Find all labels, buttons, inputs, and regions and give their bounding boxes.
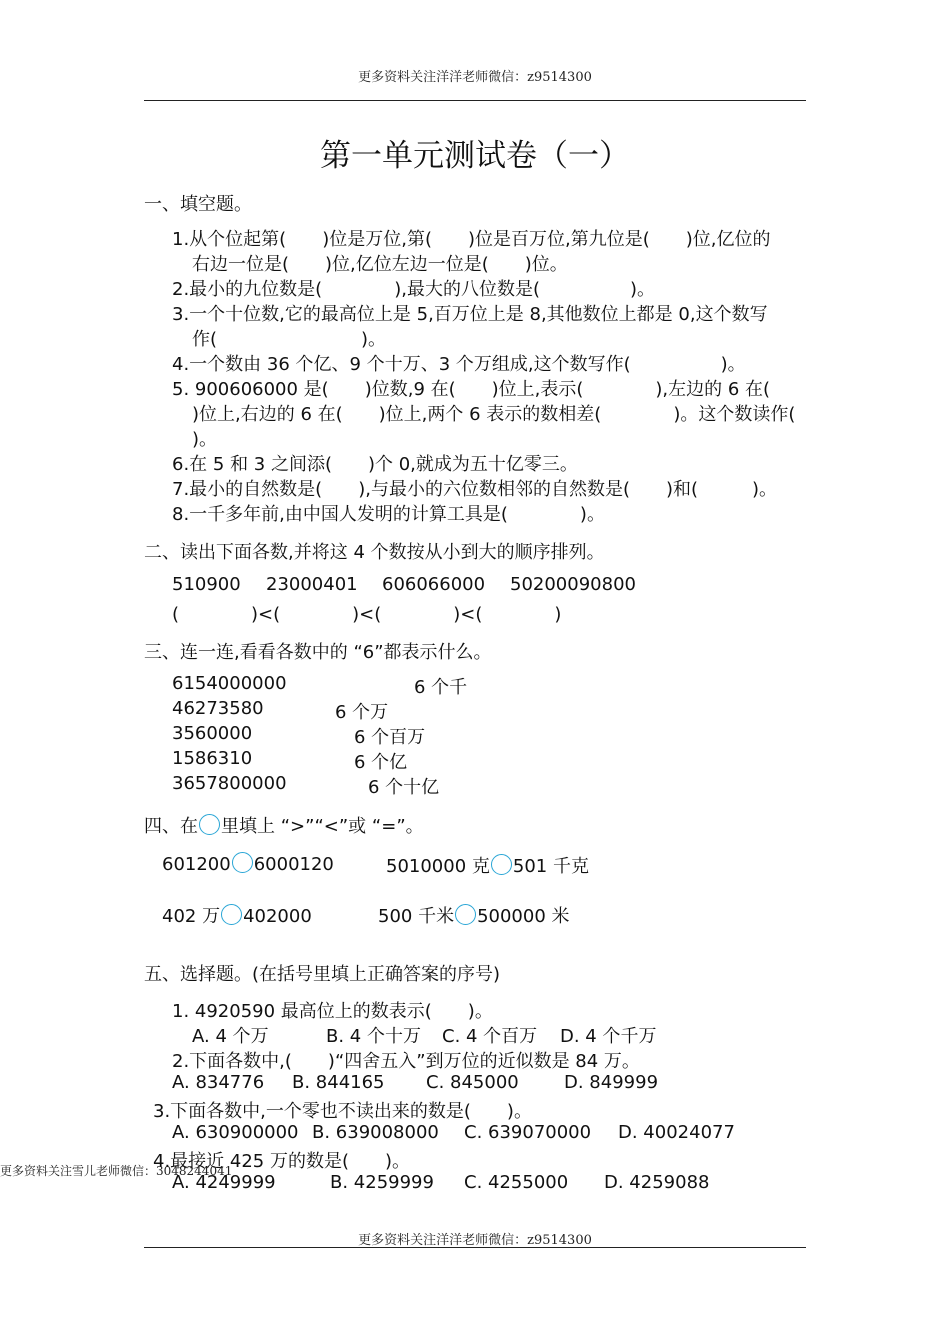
s3-right-4: 6 个亿 bbox=[354, 752, 408, 773]
s5-q2: 2.下面各数中,( )“四舍五入”到万位的近似数是 84 万。 bbox=[172, 1051, 640, 1072]
s2-number-3: 606066000 bbox=[382, 574, 486, 595]
s1-line-10: 6.在 5 和 3 之间添( )个 0,就成为五十亿零三。 bbox=[172, 454, 578, 475]
s3-right-5: 6 个十亿 bbox=[368, 777, 440, 798]
page-title: 第一单元测试卷（一） bbox=[320, 138, 630, 174]
s5-q3-opt-b: B. 639008000 bbox=[312, 1122, 439, 1143]
page-header: 更多资料关注洋洋老师微信：z9514300 bbox=[358, 70, 592, 85]
s2-number-2: 23000401 bbox=[266, 574, 358, 595]
s4-heading-part-a: 四、在 bbox=[144, 816, 198, 837]
compare-circle-3[interactable] bbox=[221, 904, 242, 925]
side-note: 更多资料关注雪儿老师微信：3048244041 bbox=[0, 1164, 233, 1178]
s5-q4-opt-c: C. 4255000 bbox=[464, 1172, 569, 1193]
s1-line-11: 7.最小的自然数是( ),与最小的六位数相邻的自然数是( )和( )。 bbox=[172, 479, 778, 500]
s3-left-3: 3560000 bbox=[172, 723, 253, 744]
compare-circle-4[interactable] bbox=[455, 904, 476, 925]
footer-divider bbox=[144, 1247, 806, 1248]
s4-item-3 bbox=[162, 902, 312, 928]
s1-line-4: 3.一个十位数,它的最高位上是 5,百万位上是 8,其他数位上都是 0,这个数写 bbox=[172, 304, 768, 325]
s1-line-9: )。 bbox=[192, 429, 218, 450]
s5-q3: 3.下面各数中,一个零也不读出来的数是( )。 bbox=[153, 1101, 532, 1122]
s5-q4: 4.最接近 425 万的数是( )。 bbox=[153, 1151, 411, 1172]
s2-number-1: 510900 bbox=[172, 574, 241, 595]
s4-item-4 bbox=[378, 902, 570, 928]
s4-item-2 bbox=[386, 852, 589, 878]
s5-q3-opt-c: C. 639070000 bbox=[464, 1122, 592, 1143]
s4-item-2-right: 501 千克 bbox=[512, 856, 589, 877]
s4-heading-part-b: 里填上 “>”“<”或 “=”。 bbox=[221, 816, 424, 837]
s3-right-2: 6 个万 bbox=[335, 702, 389, 723]
s5-q1-opt-d: D. 4 个千万 bbox=[560, 1026, 657, 1047]
s5-q2-opt-a: A. 834776 bbox=[172, 1072, 265, 1093]
s5-q1: 1. 4920590 最高位上的数表示( )。 bbox=[172, 1001, 493, 1022]
s3-right-1: 6 个千 bbox=[414, 677, 468, 698]
s3-left-5: 3657800000 bbox=[172, 773, 287, 794]
s4-item-1 bbox=[162, 852, 334, 875]
s4-item-2-left: 5010000 克 bbox=[386, 856, 490, 877]
s5-q1-opt-b: B. 4 个十万 bbox=[326, 1026, 421, 1047]
s1-line-6: 4.一个数由 36 个亿、9 个十万、3 个万组成,这个数写作( )。 bbox=[172, 354, 746, 375]
s1-line-8: )位上,右边的 6 在( )位上,两个 6 表示的数相差( )。这个数读作( bbox=[192, 404, 796, 425]
section-1-heading: 一、填空题。 bbox=[144, 194, 252, 215]
s5-q3-opt-d: D. 40024077 bbox=[618, 1122, 735, 1143]
section-4-heading bbox=[144, 812, 424, 838]
s2-number-4: 50200090800 bbox=[510, 574, 636, 595]
circle-blank-icon bbox=[199, 814, 220, 835]
s1-line-7: 5. 900606000 是( )位数,9 在( )位上,表示( ),左边的 6 在( bbox=[172, 379, 771, 400]
header-divider bbox=[144, 100, 806, 101]
s4-item-4-right: 500000 米 bbox=[477, 906, 570, 927]
s4-item-1-right: 6000120 bbox=[253, 854, 334, 875]
s5-q2-opt-b: B. 844165 bbox=[292, 1072, 385, 1093]
s3-left-1: 6154000000 bbox=[172, 673, 287, 694]
s1-line-3: 2.最小的九位数是( ),最大的八位数是( )。 bbox=[172, 279, 655, 300]
s3-left-2: 46273580 bbox=[172, 698, 264, 719]
s5-q4-opt-d: D. 4259088 bbox=[604, 1172, 710, 1193]
section-5-heading: 五、选择题。(在括号里填上正确答案的序号) bbox=[144, 964, 501, 985]
s2-order-line: ( )<( )<( )<( ) bbox=[172, 604, 562, 625]
compare-circle-1[interactable] bbox=[232, 852, 253, 873]
s4-item-3-right: 402000 bbox=[243, 906, 312, 927]
s1-line-2: 右边一位是( )位,亿位左边一位是( )位。 bbox=[192, 254, 568, 275]
s5-q2-opt-d: D. 849999 bbox=[564, 1072, 659, 1093]
s3-left-4: 1586310 bbox=[172, 748, 253, 769]
s5-q1-opt-c: C. 4 个百万 bbox=[442, 1026, 538, 1047]
s3-right-3: 6 个百万 bbox=[354, 727, 426, 748]
s4-item-3-left: 402 万 bbox=[162, 906, 221, 927]
s4-item-1-left: 601200 bbox=[162, 854, 231, 875]
s5-q4-opt-b: B. 4259999 bbox=[330, 1172, 434, 1193]
section-3-heading: 三、连一连,看看各数中的 “6”都表示什么。 bbox=[144, 642, 492, 663]
s5-q3-opt-a: A. 630900000 bbox=[172, 1122, 299, 1143]
s1-line-12: 8.一千多年前,由中国人发明的计算工具是( )。 bbox=[172, 504, 605, 525]
page-footer: 更多资料关注洋洋老师微信：z9514300 bbox=[358, 1233, 592, 1248]
s5-q2-opt-c: C. 845000 bbox=[426, 1072, 519, 1093]
s5-q4-opt-a: A. 4249999 bbox=[172, 1172, 276, 1193]
section-2-heading: 二、读出下面各数,并将这 4 个数按从小到大的顺序排列。 bbox=[144, 542, 605, 563]
s4-item-4-left: 500 千米 bbox=[378, 906, 455, 927]
s1-line-1: 1.从个位起第( )位是万位,第( )位是百万位,第九位是( )位,亿位的 bbox=[172, 229, 771, 250]
s1-line-5: 作( )。 bbox=[192, 329, 387, 350]
s5-q1-opt-a: A. 4 个万 bbox=[192, 1026, 269, 1047]
compare-circle-2[interactable] bbox=[491, 854, 512, 875]
